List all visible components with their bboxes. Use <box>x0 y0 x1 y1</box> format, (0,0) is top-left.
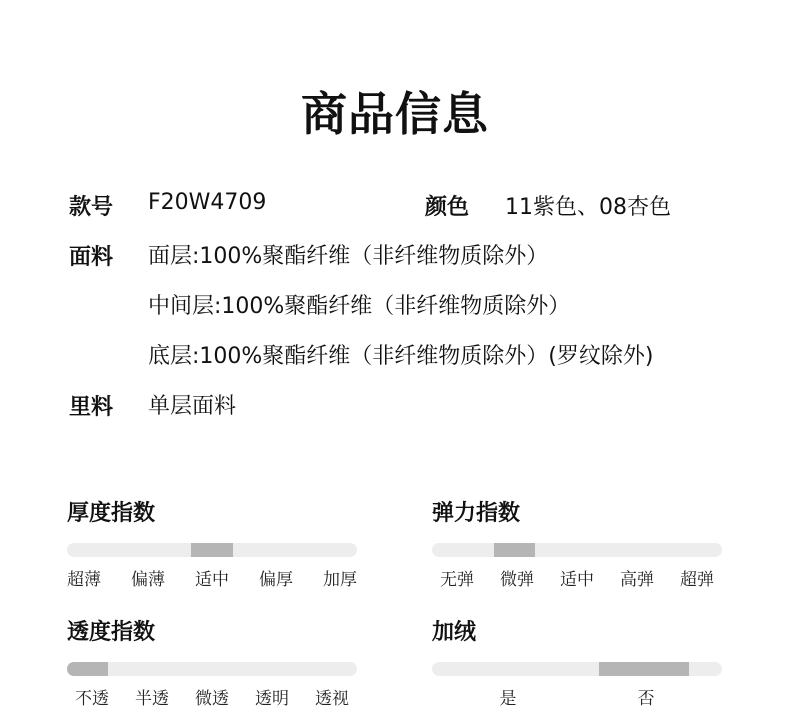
fabric-line-bottom: 底层:100%聚酯纤维（非纤维物质除外）(罗纹除外) <box>148 344 654 369</box>
fabric-line-outer: 面层:100%聚酯纤维（非纤维物质除外） <box>148 244 549 269</box>
elasticity-index-fill <box>494 543 535 557</box>
elasticity-label-3: 适中 <box>560 570 594 590</box>
fleece-index-fill <box>599 662 689 676</box>
thickness-label-3: 适中 <box>195 570 229 590</box>
fleece-label-no: 否 <box>637 689 655 709</box>
transparency-index-labels <box>67 684 357 708</box>
transparency-index-bar <box>67 662 357 676</box>
color-value: 11紫色、08杏色 <box>505 195 671 220</box>
fleece-label-yes: 是 <box>499 689 517 709</box>
color-label: 颜色 <box>425 195 470 220</box>
elasticity-label-2: 微弹 <box>500 570 534 590</box>
style-number-label: 款号 <box>69 195 114 220</box>
page-title: 商品信息 <box>301 87 489 141</box>
fleece-index-bar <box>432 662 722 676</box>
thickness-index-title: 厚度指数 <box>67 501 156 526</box>
transparency-label-5: 透视 <box>315 689 349 709</box>
thickness-index-bar <box>67 543 357 557</box>
elasticity-index-title: 弹力指数 <box>432 501 521 526</box>
thickness-label-1: 超薄 <box>67 570 101 590</box>
elasticity-index-bar <box>432 543 722 557</box>
transparency-label-2: 半透 <box>135 689 169 709</box>
elasticity-label-4: 高弹 <box>620 570 654 590</box>
thickness-label-4: 偏厚 <box>259 570 293 590</box>
elasticity-index-labels <box>432 565 722 589</box>
thickness-index-labels <box>67 565 357 589</box>
elasticity-label-5: 超弹 <box>680 570 714 590</box>
style-number-value: F20W4709 <box>148 190 267 215</box>
fleece-index-title: 加绒 <box>432 620 477 645</box>
elasticity-label-1: 无弹 <box>440 570 474 590</box>
transparency-label-3: 微透 <box>195 689 229 709</box>
fleece-index-labels <box>432 684 722 708</box>
thickness-label-2: 偏薄 <box>131 570 165 590</box>
transparency-label-1: 不透 <box>75 689 109 709</box>
fabric-line-middle: 中间层:100%聚酯纤维（非纤维物质除外） <box>148 294 571 319</box>
transparency-label-4: 透明 <box>255 689 289 709</box>
thickness-label-5: 加厚 <box>323 570 357 590</box>
thickness-index-fill <box>191 543 233 557</box>
lining-value: 单层面料 <box>148 394 237 419</box>
lining-label: 里料 <box>69 395 114 420</box>
transparency-index-title: 透度指数 <box>67 620 156 645</box>
transparency-index-fill <box>67 662 108 676</box>
fabric-label: 面料 <box>69 245 114 270</box>
